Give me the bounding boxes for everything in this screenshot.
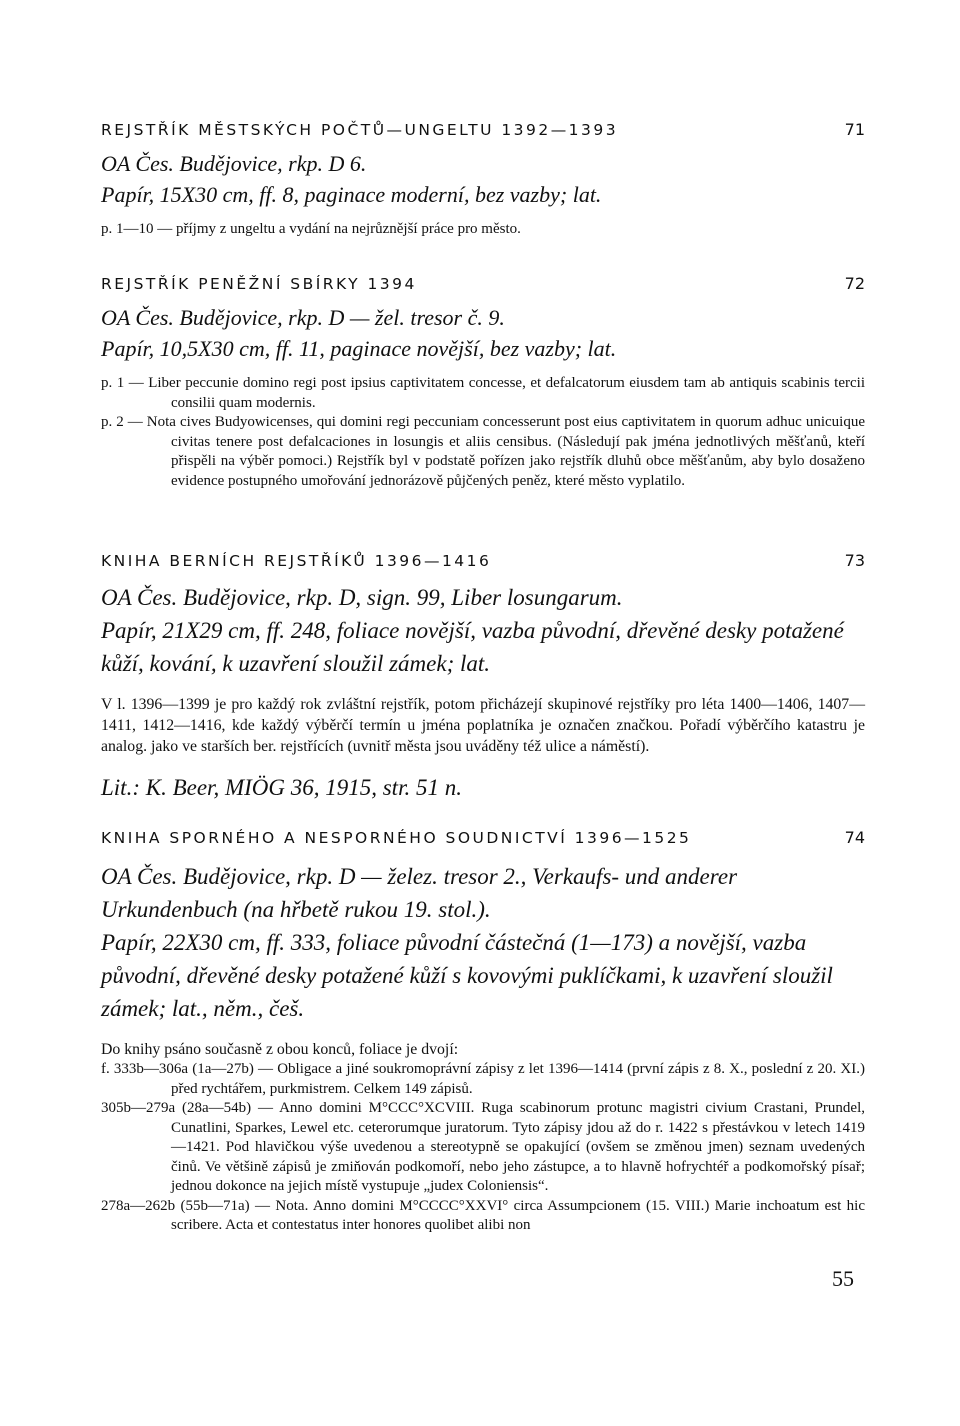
entry-title: KNIHA BERNÍCH REJSTŘÍKŮ 1396—1416 bbox=[101, 552, 492, 570]
literature-ref: Lit.: K. Beer, MIÖG 36, 1915, str. 51 n. bbox=[101, 775, 462, 800]
entry-heading bbox=[101, 120, 865, 140]
physical-description: Papír, 22X30 cm, ff. 333, foliace původní částečná (1—173) a novější, vazba původní, dřevěné desky potažené kůží s kovovými puklíčkami, k uzavření sloužil zámek; lat., něm., češ. bbox=[101, 930, 833, 1021]
content-note: V l. 1396—1399 je pro každý rok zvláštní rejstřík, potom přicházejí skupinové rejstříky pro léta 1400—1406, 1407—1411, 1412—1416, kde každý výběrčí termín u jména poplatníka je označen značkou. Pořadí výběrčího katastru je analog. jako ve starších ber. rejstřících (uvnitř města jsou uváděny též ulice a náměstí). bbox=[101, 696, 865, 755]
entry-74 bbox=[101, 828, 865, 1236]
folio-item: 305b—279a (28a—54b) — Anno domini M°CCC°XCVIII. Ruga scabinorum protunc magistri civium Crastani, Prundel, Cunatlini, Sparkes, Lewel etc. ceterorumque juratorum. Tyto zápisy jdou až do r. 1422 s přestávkou v letech 1419—1421. Pod hlavičkou výše uvedenou a stereotypně se opakující (ovšem se změnou jmen) seznam uvedených činů. Ve většině zápisů je zmiňován podkomoří, nebo jeho zástupce, a to hlavně hofrychtéř a podkomořský písař; jednou dokonce na jejich místě vystupuje „judex Coloniensis“. bbox=[101, 1100, 865, 1194]
content-intro: Do knihy psáno současně z obou konců, foliace je dvojí: bbox=[101, 1041, 459, 1058]
entry-number: 71 bbox=[844, 120, 865, 139]
physical-description: Papír, 10,5X30 cm, ff. 11, paginace novější, bez vazby; lat. bbox=[101, 336, 617, 361]
entry-title: KNIHA SPORNÉHO A NESPORNÉHO SOUDNICTVÍ 1396—1525 bbox=[101, 829, 692, 847]
archive-ref: OA Čes. Budějovice, rkp. D, sign. 99, Liber losungarum. bbox=[101, 585, 623, 610]
content-note: p. 1 — Liber peccunie domino regi post ipsius captivitatem concesse, et defalcatorum eiusdem tam ab antiquis scabinis tercii consilii quam modernis. bbox=[101, 375, 865, 411]
entry-71 bbox=[101, 120, 865, 240]
content-note: p. 1—10 — příjmy z ungeltu a vydání na nejrůznější práce pro město. bbox=[101, 221, 521, 237]
entry-title: REJSTŘÍK PENĚŽNÍ SBÍRKY 1394 bbox=[101, 275, 417, 293]
entry-72 bbox=[101, 274, 865, 491]
entry-73 bbox=[101, 551, 865, 804]
entry-number: 74 bbox=[844, 828, 865, 847]
entry-heading bbox=[101, 551, 865, 571]
archive-ref: OA Čes. Budějovice, rkp. D 6. bbox=[101, 151, 367, 176]
entry-title: REJSTŘÍK MĚSTSKÝCH POČTŮ—UNGELTU 1392—1393 bbox=[101, 121, 619, 139]
entry-heading bbox=[101, 274, 865, 294]
folio-item: 278a—262b (55b—71a) — Nota. Anno domini M°CCCC°XXVI° circa Assumpcionem (15. VIII.) Marie inchoatum est hic scribere. Acta et contestatus inter honores quolibet alibi non bbox=[101, 1197, 865, 1233]
page-number: 55 bbox=[832, 1266, 854, 1291]
archive-ref: OA Čes. Budějovice, rkp. D — želez. tresor 2., Verkaufs- und anderer Urkundenbuch (na hřbetě rukou 19. stol.). bbox=[101, 864, 738, 922]
archive-ref: OA Čes. Budějovice, rkp. D — žel. tresor č. 9. bbox=[101, 305, 505, 330]
physical-description: Papír, 15X30 cm, ff. 8, paginace moderní, bez vazby; lat. bbox=[101, 182, 602, 207]
entry-heading bbox=[101, 828, 865, 848]
content-note: p. 2 — Nota cives Budyowicenses, qui domini regi peccuniam concesserunt post eius captivitatem in quorum adhuc unicuique civitas tenere post defalcaciones in losungis et aliis censibus. (Následují pak jména jednotlivých měšťanů, kteří přispěli na výběr pomoci.) Rejstřík byl v podstatě pořízen jako rejstřík dluhů obce měšťanům, aby bylo dosaženo evidence postupného umořování jednorázově půjčených peněz, které město vyplatilo. bbox=[101, 414, 865, 489]
physical-description: Papír, 21X29 cm, ff. 248, foliace novější, vazba původní, dřevěné desky potažené kůží, kování, k uzavření sloužil zámek; lat. bbox=[101, 618, 844, 676]
folio-item: f. 333b—306a (1a—27b) — Obligace a jiné soukromoprávní zápisy z let 1396—1414 (první zápis z 8. X., poslední z 20. XI.) před rychtářem, purkmistrem. Celkem 149 zápisů. bbox=[101, 1061, 865, 1097]
entry-number: 73 bbox=[844, 551, 865, 570]
entry-number: 72 bbox=[844, 274, 865, 293]
